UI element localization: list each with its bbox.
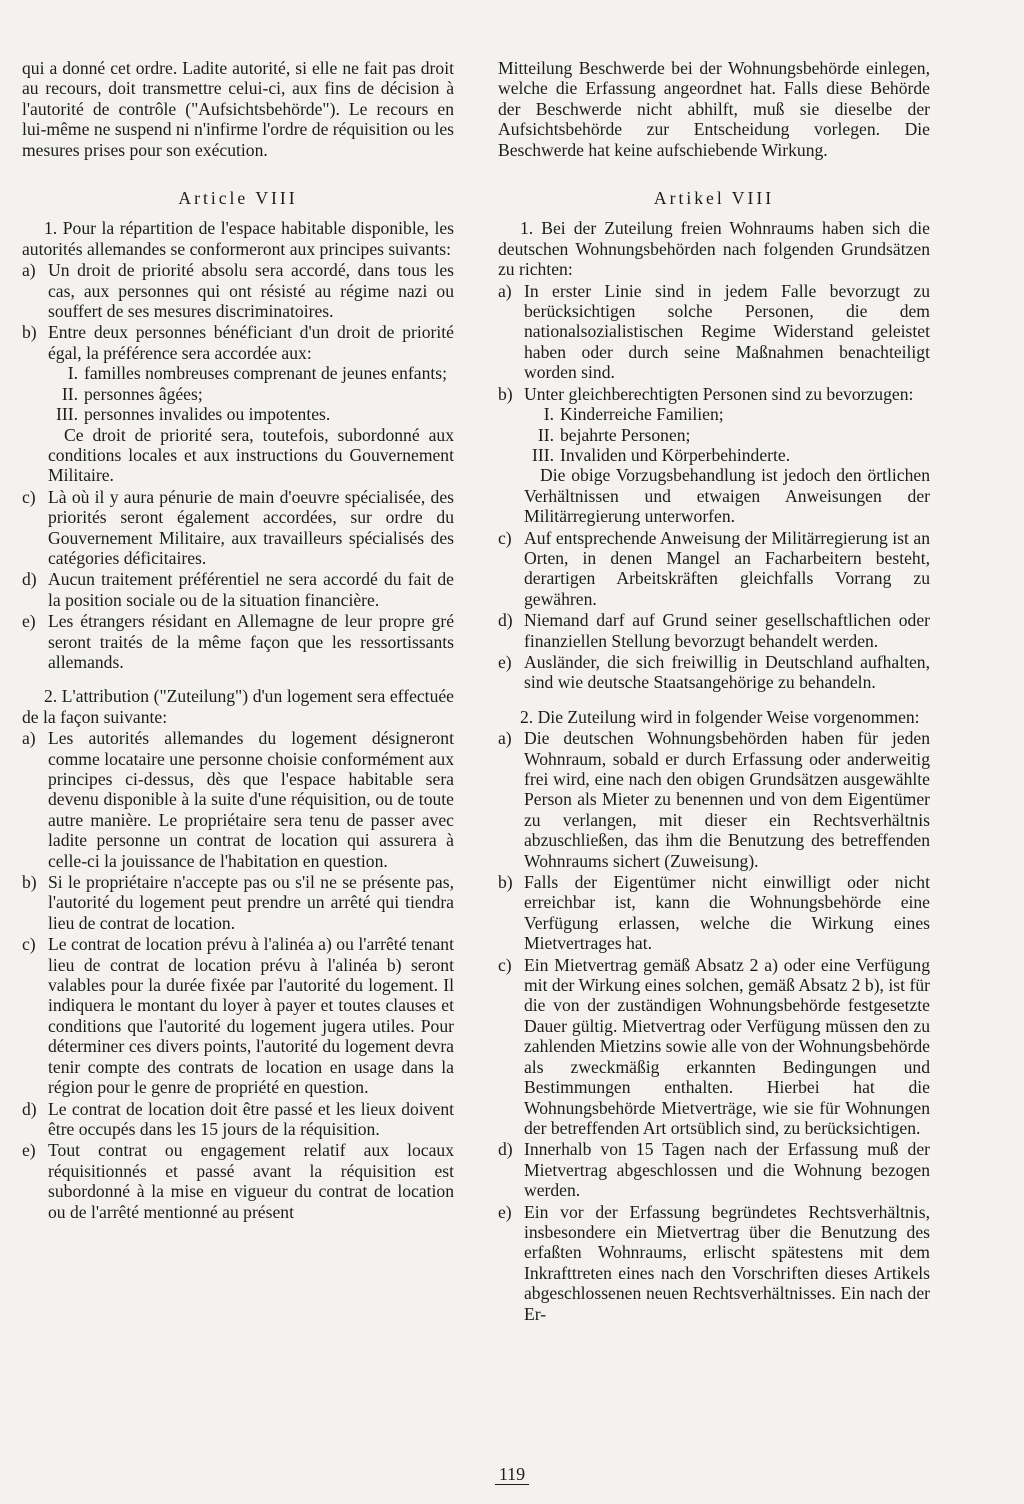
item-label: b)	[498, 383, 513, 404]
list-item	[22, 611, 454, 672]
list-item	[22, 872, 454, 933]
list-item	[22, 569, 454, 610]
section-2-intro: 2. L'attribution ("Zuteilung") d'un logement sera effectuée de la façon suivante:	[22, 686, 454, 727]
item-text: Unter gleichberechtigten Personen sind zu bevorzugen:	[524, 383, 914, 404]
item-label: c)	[498, 954, 512, 975]
item-text: Ausländer, die sich freiwillig in Deutschland aufhalten, sind wie deutsche Staatsangehörige zu behandeln.	[524, 651, 930, 693]
sub-text: personnes âgées;	[84, 383, 203, 404]
list-item	[498, 281, 930, 383]
item-label: e)	[22, 611, 36, 632]
item-label: a)	[22, 728, 36, 749]
list-item	[498, 728, 930, 871]
sub-item	[48, 404, 454, 424]
list-item	[22, 1140, 454, 1222]
item-label: d)	[22, 569, 37, 590]
intro-paragraph: qui a donné cet ordre. Ladite autorité, si elle ne fait pas droit au recours, doit transmettre celui-ci, aux fins de décision à l'autorité de contrôle ("Aufsichtsbehörde"). Le recours en lui-même ne suspend ni n'infirme l'ordre de réquisition ou les mesures prises pour son exécution.	[22, 58, 454, 160]
item-text: Là où il y aura pénurie de main d'oeuvre spécialisée, des priorités seront également accordées, sur ordre du Gouvernement Militaire, aux travailleurs spécialisés des catégories déficitaires.	[48, 486, 454, 568]
item-text: Falls der Eigentümer nicht einwilligt oder nicht erreichbar ist, kann die Wohnungsbehörde eine Verfügung erlassen, welche die Wirkung eines Mietvertrages hat.	[524, 872, 930, 954]
item-label: b)	[22, 872, 37, 893]
item-label: d)	[498, 610, 513, 631]
list-item	[498, 610, 930, 651]
item-text: Un droit de priorité absolu sera accordé, dans tous les cas, aux personnes qui ont résisté au régime nazi ou souffert de ses mesures discriminatoires.	[48, 260, 454, 322]
priority-note: Ce droit de priorité sera, toutefois, subordonné aux conditions locales et aux instructions du Gouvernement Militaire.	[48, 424, 454, 486]
list-item	[498, 1139, 930, 1200]
article-heading: Artikel VIII	[653, 188, 775, 209]
sub-item	[48, 363, 454, 383]
list-item	[498, 872, 930, 954]
list-item	[498, 384, 930, 404]
page-number-text: 119	[495, 1464, 529, 1485]
list-item	[22, 728, 454, 871]
item-label: d)	[498, 1139, 513, 1160]
german-column	[498, 58, 930, 1324]
sub-label: III.	[56, 404, 78, 425]
item-label: a)	[498, 728, 512, 749]
sub-label: I.	[67, 363, 78, 384]
item-label: e)	[22, 1140, 36, 1161]
list-item	[498, 528, 930, 610]
item-text: Le contrat de location prévu à l'alinéa a) ou l'arrêté tenant lieu de contrat de location prévu à l'alinéa b) seront valables pour la durée fixée par l'autorité du logement. Il indiquera le montant du loyer à payer et toutes clauses et conditions que l'autorité du logement jugera utiles. Pour déterminer ces divers points, l'autorité du logement devra tenir compte des contrats de location en usage dans la région pour le genre de propriété en question.	[48, 934, 454, 1098]
page-number	[0, 1464, 1024, 1485]
item-text: Entre deux personnes bénéficiant d'un droit de priorité égal, la préférence sera accordée aux:	[48, 322, 454, 363]
list-item	[22, 934, 454, 1097]
item-text: Si le propriétaire n'accepte pas ou s'il ne se présente pas, l'autorité du logement peut prendre un arrêté qui tiendra lieu de contrat de location.	[48, 872, 454, 933]
item-label: c)	[498, 527, 512, 548]
sub-text: personnes invalides ou impotentes.	[84, 404, 331, 425]
sub-label: II.	[537, 424, 554, 445]
item-text: Innerhalb von 15 Tagen nach der Erfassung muß der Mietvertrag abgeschlossen und die Wohnung bezogen werden.	[524, 1139, 930, 1201]
sub-item	[48, 384, 454, 404]
list-item	[22, 260, 454, 321]
sub-item	[524, 445, 930, 465]
sub-item	[524, 404, 930, 424]
article-heading: Article VIII	[178, 188, 298, 209]
item-label: e)	[498, 1201, 512, 1222]
sub-item	[524, 425, 930, 445]
sub-text: familles nombreuses comprenant de jeunes enfants;	[84, 363, 447, 384]
sub-text: Kinderreiche Familien;	[560, 404, 724, 425]
item-label: c)	[22, 486, 36, 507]
section-1-intro: 1. Pour la répartition de l'espace habitable disponible, les autorités allemandes se conformeront aux principes suivants:	[22, 218, 454, 259]
section-1-intro: 1. Bei der Zuteilung freien Wohnraums haben sich die deutschen Wohnungsbehörden nach folgenden Grundsätzen zu richten:	[498, 218, 930, 280]
list-item	[22, 322, 454, 363]
item-text: Le contrat de location doit être passé et les lieux doivent être occupés dans les 15 jours de la réquisition.	[48, 1098, 454, 1139]
item-label: b)	[498, 872, 513, 893]
priority-note: Die obige Vorzugsbehandlung ist jedoch den örtlichen Verhältnissen und etwaigen Anweisungen der Militärregierung unterworfen.	[524, 465, 930, 527]
list-item	[22, 487, 454, 569]
item-label: a)	[498, 280, 512, 301]
list-item	[498, 1202, 930, 1324]
item-text: Die deutschen Wohnungsbehörden haben für jeden Wohnraum, sobald er durch Erfassung oder anderweitig frei wird, eine nach den obigen Grundsätzen ausgewählte Person als Mieter zu benennen und von dem Eigentümer zu verlangen, mit dieser ein Rechtsverhältnis abzuschließen, das ihm die Benutzung des betreffenden Wohnraums sichert (Zuweisung).	[524, 728, 930, 871]
item-text: Les étrangers résidant en Allemagne de leur propre gré seront traités de la même façon que les ressortissants allemands.	[48, 611, 454, 672]
list-item	[498, 955, 930, 1139]
sub-label: III.	[532, 444, 554, 465]
item-label: e)	[498, 651, 512, 672]
item-text: Tout contrat ou engagement relatif aux locaux réquisitionnés et passé avant la réquisition est subordonné à la mise en vigueur du contrat de location ou de l'arrêté mentionné au présent	[48, 1140, 454, 1222]
list-item	[22, 1099, 454, 1140]
sub-text: Invaliden und Körperbehinderte.	[560, 444, 791, 465]
sub-label: II.	[61, 383, 78, 404]
item-text: Ein vor der Erfassung begründetes Rechtsverhältnis, insbesondere ein Mietvertrag über die Benutzung des erfaßten Wohnraums, erlischt spätestens mit dem Inkrafttreten eines nach den Vorschriften dieses Artikels abgeschlossenen neuen Rechtsverhältnisses. Ein nach der Er-	[524, 1201, 930, 1324]
french-column	[22, 58, 454, 1222]
list-item	[498, 652, 930, 693]
item-label: c)	[22, 934, 36, 955]
section-2-intro: 2. Die Zuteilung wird in folgender Weise vorgenommen:	[520, 706, 920, 727]
sub-label: I.	[543, 404, 554, 425]
item-label: b)	[22, 322, 37, 343]
item-text: Ein Mietvertrag gemäß Absatz 2 a) oder eine Verfügung mit der Wirkung eines solchen, gemäß Absatz 2 b), ist für die von der zuständigen Wohnungsbehörde festgesetzte Dauer gültig. Mietvertrag oder Verfügung müssen den zu zahlenden Mietzins sowie alle von der Wohnungsbehörde als zweckmäßig erkannten Bedingungen und Bestimmungen enthalten. Hierbei hat die Wohnungsbehörde Mietverträge, wie sie für Wohnungen der betreffenden Art ortsüblich sind, zu berücksichtigen.	[524, 954, 930, 1138]
item-text: In erster Linie sind in jedem Falle bevorzugt zu berücksichtigen solche Personen, die dem nationalsozialistischen Regime Widerstand geleistet haben oder durch seine Maßnahmen benachteiligt worden sind.	[524, 280, 930, 383]
item-text: Auf entsprechende Anweisung der Militärregierung ist an Orten, in denen Mangel an Facharbeitern besteht, derartigen Arbeitskräften gleichfalls Vorrang zu gewähren.	[524, 527, 930, 609]
item-text: Aucun traitement préférentiel ne sera accordé du fait de la position sociale ou de la situation financière.	[48, 569, 454, 610]
intro-paragraph: Mitteilung Beschwerde bei der Wohnungsbehörde einlegen, welche die Erfassung angeordnet hat. Falls diese Behörde der Beschwerde nicht abhilft, muß sie dieselbe der Aufsichtsbehörde zur Entscheidung vorlegen. Die Beschwerde hat keine aufschiebende Wirkung.	[498, 58, 930, 160]
item-label: a)	[22, 260, 36, 281]
item-text: Niemand darf auf Grund seiner gesellschaftlichen oder finanziellen Stellung bevorzugt behandelt werden.	[524, 610, 930, 651]
item-text: Les autorités allemandes du logement désigneront comme locataire une personne choisie conformément aux principes ci-dessus, dès que l'espace habitable sera devenu disponible à la suite d'une réquisition, ou de toute autre manière. Le propriétaire sera tenu de passer avec ladite personne un contrat de location qui assurera à celle-ci la jouissance de l'habitation en question.	[48, 728, 454, 871]
item-label: d)	[22, 1098, 37, 1119]
sub-text: bejahrte Personen;	[560, 424, 691, 445]
